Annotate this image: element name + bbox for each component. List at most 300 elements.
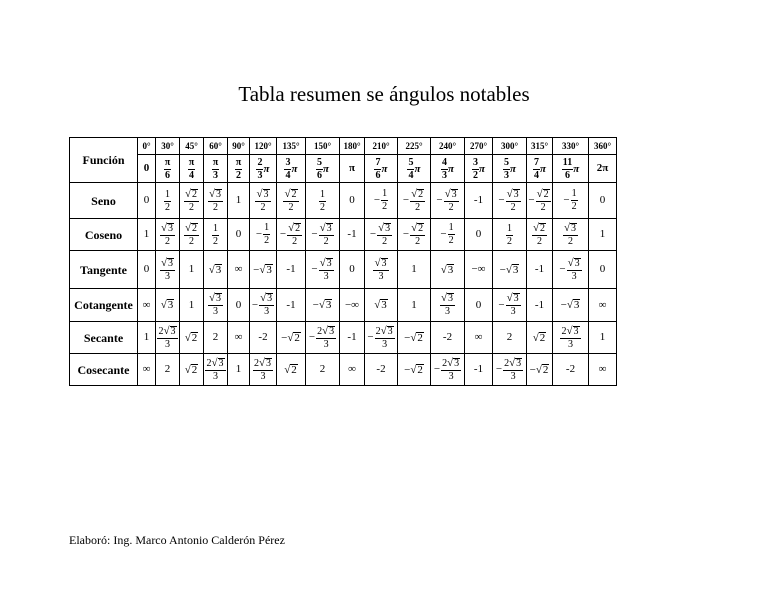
fraction xyxy=(410,189,425,213)
denominator-text: 3 xyxy=(257,169,263,181)
cell-value xyxy=(373,258,388,282)
value-cell xyxy=(589,322,617,354)
value-cell xyxy=(340,219,365,251)
numerator-text: 2 √ 3 xyxy=(206,356,224,369)
denominator xyxy=(449,235,454,246)
numerator xyxy=(407,158,414,170)
numerator-text: √ 2 xyxy=(532,221,546,234)
cell-value xyxy=(349,264,355,275)
numerator xyxy=(441,358,461,371)
fraction xyxy=(256,158,263,181)
cell-value xyxy=(235,264,243,275)
value-text: π xyxy=(348,162,356,174)
fraction xyxy=(283,189,298,213)
pi-symbol: π xyxy=(263,162,270,175)
denominator xyxy=(449,202,454,213)
numerator-text: √ 2 xyxy=(184,187,198,200)
function-name: Secante xyxy=(70,322,138,354)
value-text: √ 2 xyxy=(184,331,198,344)
minus-sign: − xyxy=(255,228,263,240)
numerator xyxy=(571,189,578,201)
numerator xyxy=(284,158,291,170)
fraction xyxy=(374,158,381,181)
denominator-text: 3 xyxy=(164,270,170,282)
fraction xyxy=(212,158,219,181)
minus-sign: − xyxy=(373,194,381,206)
function-name: Coseno xyxy=(70,219,138,251)
denominator xyxy=(165,339,170,350)
fraction xyxy=(410,223,425,247)
cell-value xyxy=(157,326,177,350)
value-text: 2π xyxy=(596,162,609,174)
cell-value xyxy=(208,189,223,213)
minus-sign: − xyxy=(528,194,535,206)
function-row xyxy=(70,289,617,322)
value-cell xyxy=(527,289,553,322)
value-text: 2 xyxy=(212,331,219,343)
degree-cell: 270° xyxy=(465,138,493,155)
value-text: -1 xyxy=(347,228,357,240)
fraction xyxy=(567,258,582,282)
cell-value xyxy=(403,189,425,213)
denominator-text: 3 xyxy=(212,370,218,382)
numerator xyxy=(188,158,195,170)
denominator xyxy=(320,202,325,213)
denominator-text: 2 xyxy=(540,201,546,213)
value-cell xyxy=(306,289,340,322)
value-cell xyxy=(340,322,365,354)
cell-value xyxy=(600,332,606,343)
cell-value xyxy=(144,332,150,343)
denominator xyxy=(324,339,329,350)
fraction xyxy=(160,258,175,282)
value-text: − √ 3 xyxy=(499,263,519,276)
minus-sign: − xyxy=(433,363,441,375)
value-text: 2 xyxy=(506,331,513,343)
degree-cell: 300° xyxy=(493,138,527,155)
denominator-text: 2 xyxy=(288,201,294,213)
fraction xyxy=(536,189,551,213)
value-cell xyxy=(465,354,493,386)
value-text: 1 xyxy=(235,194,242,206)
denominator-text: 6 xyxy=(164,169,170,181)
value-cell xyxy=(553,289,589,322)
minus-sign: − xyxy=(440,228,447,240)
denominator xyxy=(288,202,293,213)
numerator-text: 7 xyxy=(375,156,381,168)
value-text: 0 xyxy=(349,263,355,275)
cell-value xyxy=(311,223,333,247)
denominator-text: 3 xyxy=(503,169,509,181)
cell-value xyxy=(440,293,455,317)
value-cell xyxy=(493,183,527,219)
fraction xyxy=(284,158,291,181)
value-cell xyxy=(589,219,617,251)
value-cell xyxy=(180,219,204,251)
fraction xyxy=(164,158,171,181)
denominator-text: 2 xyxy=(323,235,329,247)
denominator-text: 2 xyxy=(571,201,577,212)
radian-cell xyxy=(138,155,156,183)
denominator xyxy=(165,236,170,247)
cell-value xyxy=(213,332,219,343)
value-cell xyxy=(138,354,156,386)
value-cell xyxy=(250,289,277,322)
fraction xyxy=(533,158,540,181)
denominator xyxy=(375,170,380,181)
denominator xyxy=(382,236,387,247)
value-cell xyxy=(180,183,204,219)
pi-symbol: π xyxy=(381,162,388,175)
cell-value xyxy=(411,264,417,275)
value-text: 1 xyxy=(411,298,417,311)
fraction xyxy=(235,158,242,181)
cell-value xyxy=(559,258,581,282)
cell-value xyxy=(160,223,175,247)
cell-value xyxy=(507,332,513,343)
value-cell xyxy=(527,219,553,251)
minus-sign: − xyxy=(279,228,287,240)
numerator xyxy=(287,223,302,236)
pi-symbol: π xyxy=(573,162,580,175)
value-text: -1 xyxy=(473,363,484,375)
denominator-text: 3 xyxy=(571,270,577,282)
cell-value xyxy=(348,364,356,375)
cell-value xyxy=(283,189,298,213)
cell-value xyxy=(533,158,546,181)
value-text: √ 2 xyxy=(532,331,546,344)
numerator-text: 1 xyxy=(213,222,218,234)
fraction xyxy=(157,326,177,350)
denominator-text: 3 xyxy=(441,169,447,181)
numerator-text: √ 3 xyxy=(260,292,273,304)
value-text: −∞ xyxy=(344,298,360,311)
value-cell xyxy=(138,251,156,289)
value-text: √ 3 xyxy=(374,299,387,311)
value-cell xyxy=(306,251,340,289)
cell-value xyxy=(566,364,575,375)
numerator xyxy=(164,190,171,202)
cell-value xyxy=(407,158,420,181)
numerator-text: 2 √ 3 xyxy=(375,324,393,337)
denominator xyxy=(511,202,516,213)
denominator-text: 3 xyxy=(260,370,266,382)
denominator xyxy=(507,236,512,247)
cell-value xyxy=(345,300,359,311)
value-text: ∞ xyxy=(598,363,607,375)
denominator xyxy=(260,371,265,382)
cell-value xyxy=(143,364,151,375)
numerator xyxy=(563,223,578,236)
numerator-text: √ 3 xyxy=(378,221,391,234)
numerator xyxy=(506,224,513,236)
denominator xyxy=(189,202,194,213)
numerator xyxy=(319,258,334,271)
value-cell xyxy=(493,251,527,289)
denominator xyxy=(449,371,454,382)
cell-value xyxy=(144,163,150,174)
fraction xyxy=(506,224,513,247)
fraction xyxy=(375,326,395,350)
minus-sign: − xyxy=(311,263,318,275)
cell-value xyxy=(284,364,298,376)
cell-value xyxy=(212,224,219,247)
numerator xyxy=(503,158,510,170)
value-cell xyxy=(277,183,306,219)
value-text: − √ 2 xyxy=(404,331,423,344)
minus-sign: − xyxy=(495,363,503,375)
cell-value xyxy=(184,189,199,213)
denominator-text: 3 xyxy=(510,370,516,382)
value-cell xyxy=(431,289,465,322)
value-text: -2 xyxy=(376,363,386,375)
numerator-text: 2 √ 3 xyxy=(317,324,335,337)
value-cell xyxy=(431,219,465,251)
fraction xyxy=(532,223,547,247)
numerator xyxy=(440,293,455,306)
denominator xyxy=(541,202,546,213)
value-cell xyxy=(465,219,493,251)
cell-value xyxy=(309,326,336,350)
value-cell xyxy=(365,183,398,219)
cell-value xyxy=(208,293,223,317)
radian-cell xyxy=(365,155,398,183)
numerator-text: π xyxy=(188,156,195,168)
degree-cell: 0° xyxy=(138,138,156,155)
numerator xyxy=(164,158,171,170)
fraction xyxy=(259,293,274,317)
value-cell xyxy=(553,322,589,354)
cell-value xyxy=(474,364,483,375)
fraction xyxy=(563,223,578,247)
numerator-text: √ 3 xyxy=(567,256,580,269)
value-cell xyxy=(204,219,228,251)
value-cell xyxy=(250,354,277,386)
fraction xyxy=(205,358,225,382)
denominator-text: 3 xyxy=(378,270,384,282)
denominator-text: 2 xyxy=(260,201,266,213)
cell-value xyxy=(600,229,606,240)
cell-value xyxy=(474,195,483,206)
function-row xyxy=(70,251,617,289)
numerator xyxy=(532,223,547,236)
value-text: 0 xyxy=(143,162,150,174)
value-cell xyxy=(156,251,180,289)
numerator xyxy=(160,258,175,271)
numerator-text: 1 xyxy=(448,222,454,233)
cell-value xyxy=(252,293,274,317)
numerator xyxy=(319,190,326,202)
denominator xyxy=(537,236,542,247)
value-text: − √ 2 xyxy=(404,363,423,376)
value-cell xyxy=(306,322,340,354)
value-cell xyxy=(277,219,306,251)
denominator xyxy=(572,201,577,212)
function-name: Cotangente xyxy=(70,289,138,322)
radian-cell xyxy=(527,155,553,183)
denominator-text: 4 xyxy=(285,169,291,181)
value-cell xyxy=(306,183,340,219)
value-text: ∞ xyxy=(142,363,151,375)
denominator-text: 2 xyxy=(415,235,421,247)
denominator xyxy=(264,235,269,246)
denominator-text: 3 xyxy=(510,306,516,317)
value-cell xyxy=(277,322,306,354)
fraction xyxy=(164,190,171,213)
cell-value xyxy=(280,223,302,247)
value-cell xyxy=(250,251,277,289)
numerator xyxy=(375,326,395,339)
numerator-text: √ 3 xyxy=(506,187,519,200)
value-text: √ 3 xyxy=(160,299,174,311)
value-cell xyxy=(365,289,398,322)
denominator-text: 4 xyxy=(408,169,414,181)
denominator-text: 2 xyxy=(415,201,421,213)
denominator xyxy=(285,170,290,181)
value-text: -1 xyxy=(286,263,296,275)
numerator xyxy=(562,158,573,170)
value-text: -1 xyxy=(534,298,545,311)
numerator xyxy=(373,258,388,271)
degree-cell: 315° xyxy=(527,138,553,155)
function-name: Seno xyxy=(70,183,138,219)
value-cell xyxy=(228,289,250,322)
fraction xyxy=(506,293,521,317)
denominator xyxy=(213,236,218,247)
denominator-text: 3 xyxy=(448,370,454,382)
fraction xyxy=(208,189,223,213)
value-text: −∞ xyxy=(471,263,486,275)
value-text: 1 xyxy=(235,363,242,375)
value-cell xyxy=(465,322,493,354)
value-text: -1 xyxy=(347,331,357,343)
value-text: -2 xyxy=(258,331,268,343)
cell-value xyxy=(319,190,326,213)
value-text: ∞ xyxy=(474,331,483,343)
denominator-text: 2 xyxy=(448,235,454,246)
pi-symbol: π xyxy=(539,162,546,175)
radian-row xyxy=(70,155,617,183)
value-cell xyxy=(431,354,465,386)
cell-value xyxy=(600,264,606,275)
pi-symbol: π xyxy=(322,162,329,175)
numerator-text: 2 √ 3 xyxy=(504,356,522,369)
numerator-text: √ 3 xyxy=(160,221,174,234)
denominator-text: 3 xyxy=(164,338,170,350)
cell-value xyxy=(440,223,454,246)
cell-value xyxy=(349,163,355,174)
value-text: -1 xyxy=(286,298,296,311)
fraction xyxy=(373,258,388,282)
numerator-text: √ 3 xyxy=(160,256,174,269)
trig-table xyxy=(69,137,617,386)
denominator-text: 3 xyxy=(382,338,388,350)
denominator xyxy=(568,339,573,350)
cell-value xyxy=(561,299,581,311)
value-cell xyxy=(589,183,617,219)
value-cell xyxy=(365,219,398,251)
numerator-text: 1 xyxy=(382,188,388,199)
author-credit: Elaboró: Ing. Marco Antonio Calderón Pérez xyxy=(69,533,285,547)
denominator-text: 2 xyxy=(472,169,478,181)
value-cell xyxy=(138,183,156,219)
fraction xyxy=(184,223,199,247)
denominator-text: 2 xyxy=(165,201,170,213)
value-cell xyxy=(228,322,250,354)
denominator-text: 4 xyxy=(533,169,539,181)
numerator-text: √ 2 xyxy=(536,187,549,200)
cell-value xyxy=(144,264,150,275)
denominator xyxy=(382,339,387,350)
cell-value xyxy=(164,190,171,213)
numerator-text: π xyxy=(164,156,171,168)
numerator-text: 1 xyxy=(571,188,577,199)
value-cell xyxy=(204,322,228,354)
degree-cell: 30° xyxy=(156,138,180,155)
value-cell xyxy=(527,354,553,386)
cell-value xyxy=(475,332,483,343)
numerator xyxy=(441,158,448,170)
cell-value xyxy=(311,258,333,282)
pi-symbol: π xyxy=(291,162,298,175)
denominator-text: 6 xyxy=(316,169,322,181)
radian-cell xyxy=(306,155,340,183)
numerator xyxy=(160,223,175,236)
value-text: 0 xyxy=(475,298,482,311)
numerator xyxy=(184,223,199,236)
minus-sign: − xyxy=(308,331,316,343)
minus-sign: − xyxy=(498,194,505,206)
fraction xyxy=(287,223,302,247)
value-text: 0 xyxy=(235,228,242,240)
cell-value xyxy=(144,229,150,240)
fraction xyxy=(316,158,323,181)
denominator xyxy=(415,236,420,247)
value-cell xyxy=(306,219,340,251)
denominator-text: 2 xyxy=(510,201,516,213)
minus-sign: − xyxy=(563,194,570,206)
denominator-text: 3 xyxy=(323,338,329,350)
value-cell xyxy=(180,251,204,289)
denominator-text: 2 xyxy=(188,201,194,213)
value-cell xyxy=(527,322,553,354)
value-cell xyxy=(493,322,527,354)
value-cell xyxy=(553,354,589,386)
cell-value xyxy=(535,300,544,311)
fraction xyxy=(208,293,223,317)
radian-cell xyxy=(340,155,365,183)
cell-value xyxy=(599,300,607,311)
value-cell xyxy=(340,251,365,289)
value-cell xyxy=(228,183,250,219)
numerator-text: √ 2 xyxy=(284,187,297,200)
cell-value xyxy=(347,229,356,240)
cell-value xyxy=(235,332,243,343)
cell-value xyxy=(376,364,385,375)
denominator xyxy=(415,202,420,213)
numerator-text: 2 √ 3 xyxy=(442,356,460,369)
cell-value xyxy=(434,358,461,382)
cell-value xyxy=(236,195,242,206)
cell-value xyxy=(535,264,544,275)
minus-sign: − xyxy=(311,228,318,240)
fraction xyxy=(377,223,392,247)
numerator xyxy=(259,293,274,306)
fraction xyxy=(448,223,455,246)
degree-cell: 60° xyxy=(204,138,228,155)
value-text: ∞ xyxy=(234,263,243,275)
value-cell xyxy=(228,219,250,251)
